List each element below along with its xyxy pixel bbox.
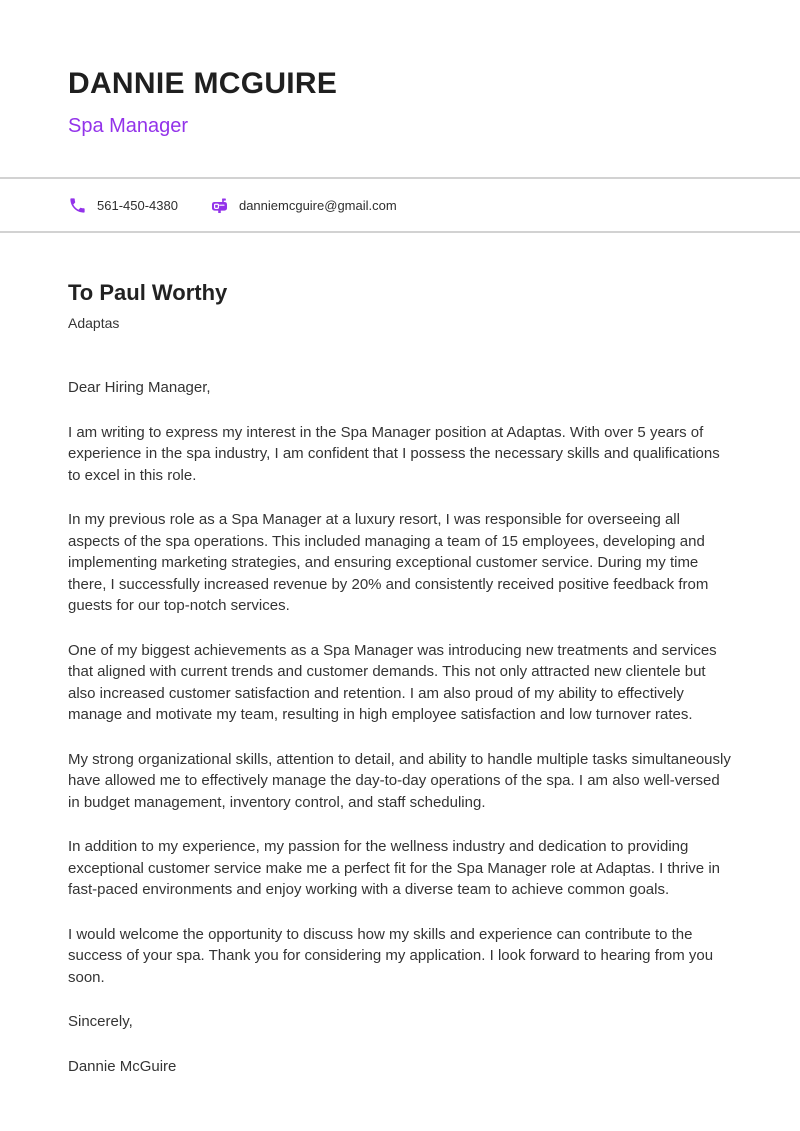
- job-title: Spa Manager: [68, 115, 189, 137]
- phone-contact: [68, 196, 178, 215]
- letter-body: [0, 233, 800, 1077]
- letter-paragraph: My strong organizational skills, attention to detail, and ability to handle multiple tasks simultaneously have allowed me to effectively manage the day-to-day operations of the spa. I am also well-versed in budget management, inventory control, and staff scheduling.: [68, 750, 731, 811]
- letter-header: [0, 0, 800, 139]
- email-address: danniemcguire@gmail.com: [238, 197, 397, 213]
- letter-paragraph: In addition to my experience, my passion for the wellness industry and dedication to providing exceptional customer service make me a perfect fit for the Spa Manager role at Adaptas. I thrive in fast-paced environments and enjoy working with a diverse team to achieve common goals.: [68, 838, 720, 898]
- company-name: Adaptas: [68, 315, 120, 331]
- candidate-name: DANNIE MCGUIRE: [68, 67, 338, 100]
- phone-icon: [68, 196, 87, 215]
- mailbox-icon: [210, 196, 229, 215]
- salutation: Dear Hiring Manager,: [68, 379, 211, 396]
- letter-paragraph: In my previous role as a Spa Manager at a luxury resort, I was responsible for overseeing all aspects of the spa operations. This included managing a team of 15 employees, developing and implementing marketing strategies, and ensuring exceptional customer service. During my time there, I successfully increased revenue by 20% and consistently received positive feedback from guests for our top-notch services.: [68, 511, 709, 614]
- email-contact: [210, 196, 397, 215]
- phone-number: 561-450-4380: [97, 197, 178, 213]
- letter-paragraph: I am writing to express my interest in the Spa Manager position at Adaptas. With over 5 years of experience in the spa industry, I am confident that I possess the necessary skills and qualifications to excel in this role.: [68, 423, 720, 484]
- closing: Sincerely,: [68, 1013, 133, 1030]
- contact-bar: [0, 179, 800, 231]
- letter-paragraph: One of my biggest achievements as a Spa Manager was introducing new treatments and services that aligned with current trends and customer demands. This not only attracted new clientele but also increased customer satisfaction and retention. I am also proud of my ability to effectively manage and motivate my team, resulting in high employee satisfaction and low turnover rates.: [68, 641, 717, 723]
- recipient-name: To Paul Worthy: [68, 280, 228, 305]
- signature: Dannie McGuire: [68, 1057, 177, 1075]
- letter-paragraph: I would welcome the opportunity to discuss how my skills and experience can contribute to the success of your spa. Thank you for considering my application. I look forward to hearing from you soon.: [68, 925, 714, 986]
